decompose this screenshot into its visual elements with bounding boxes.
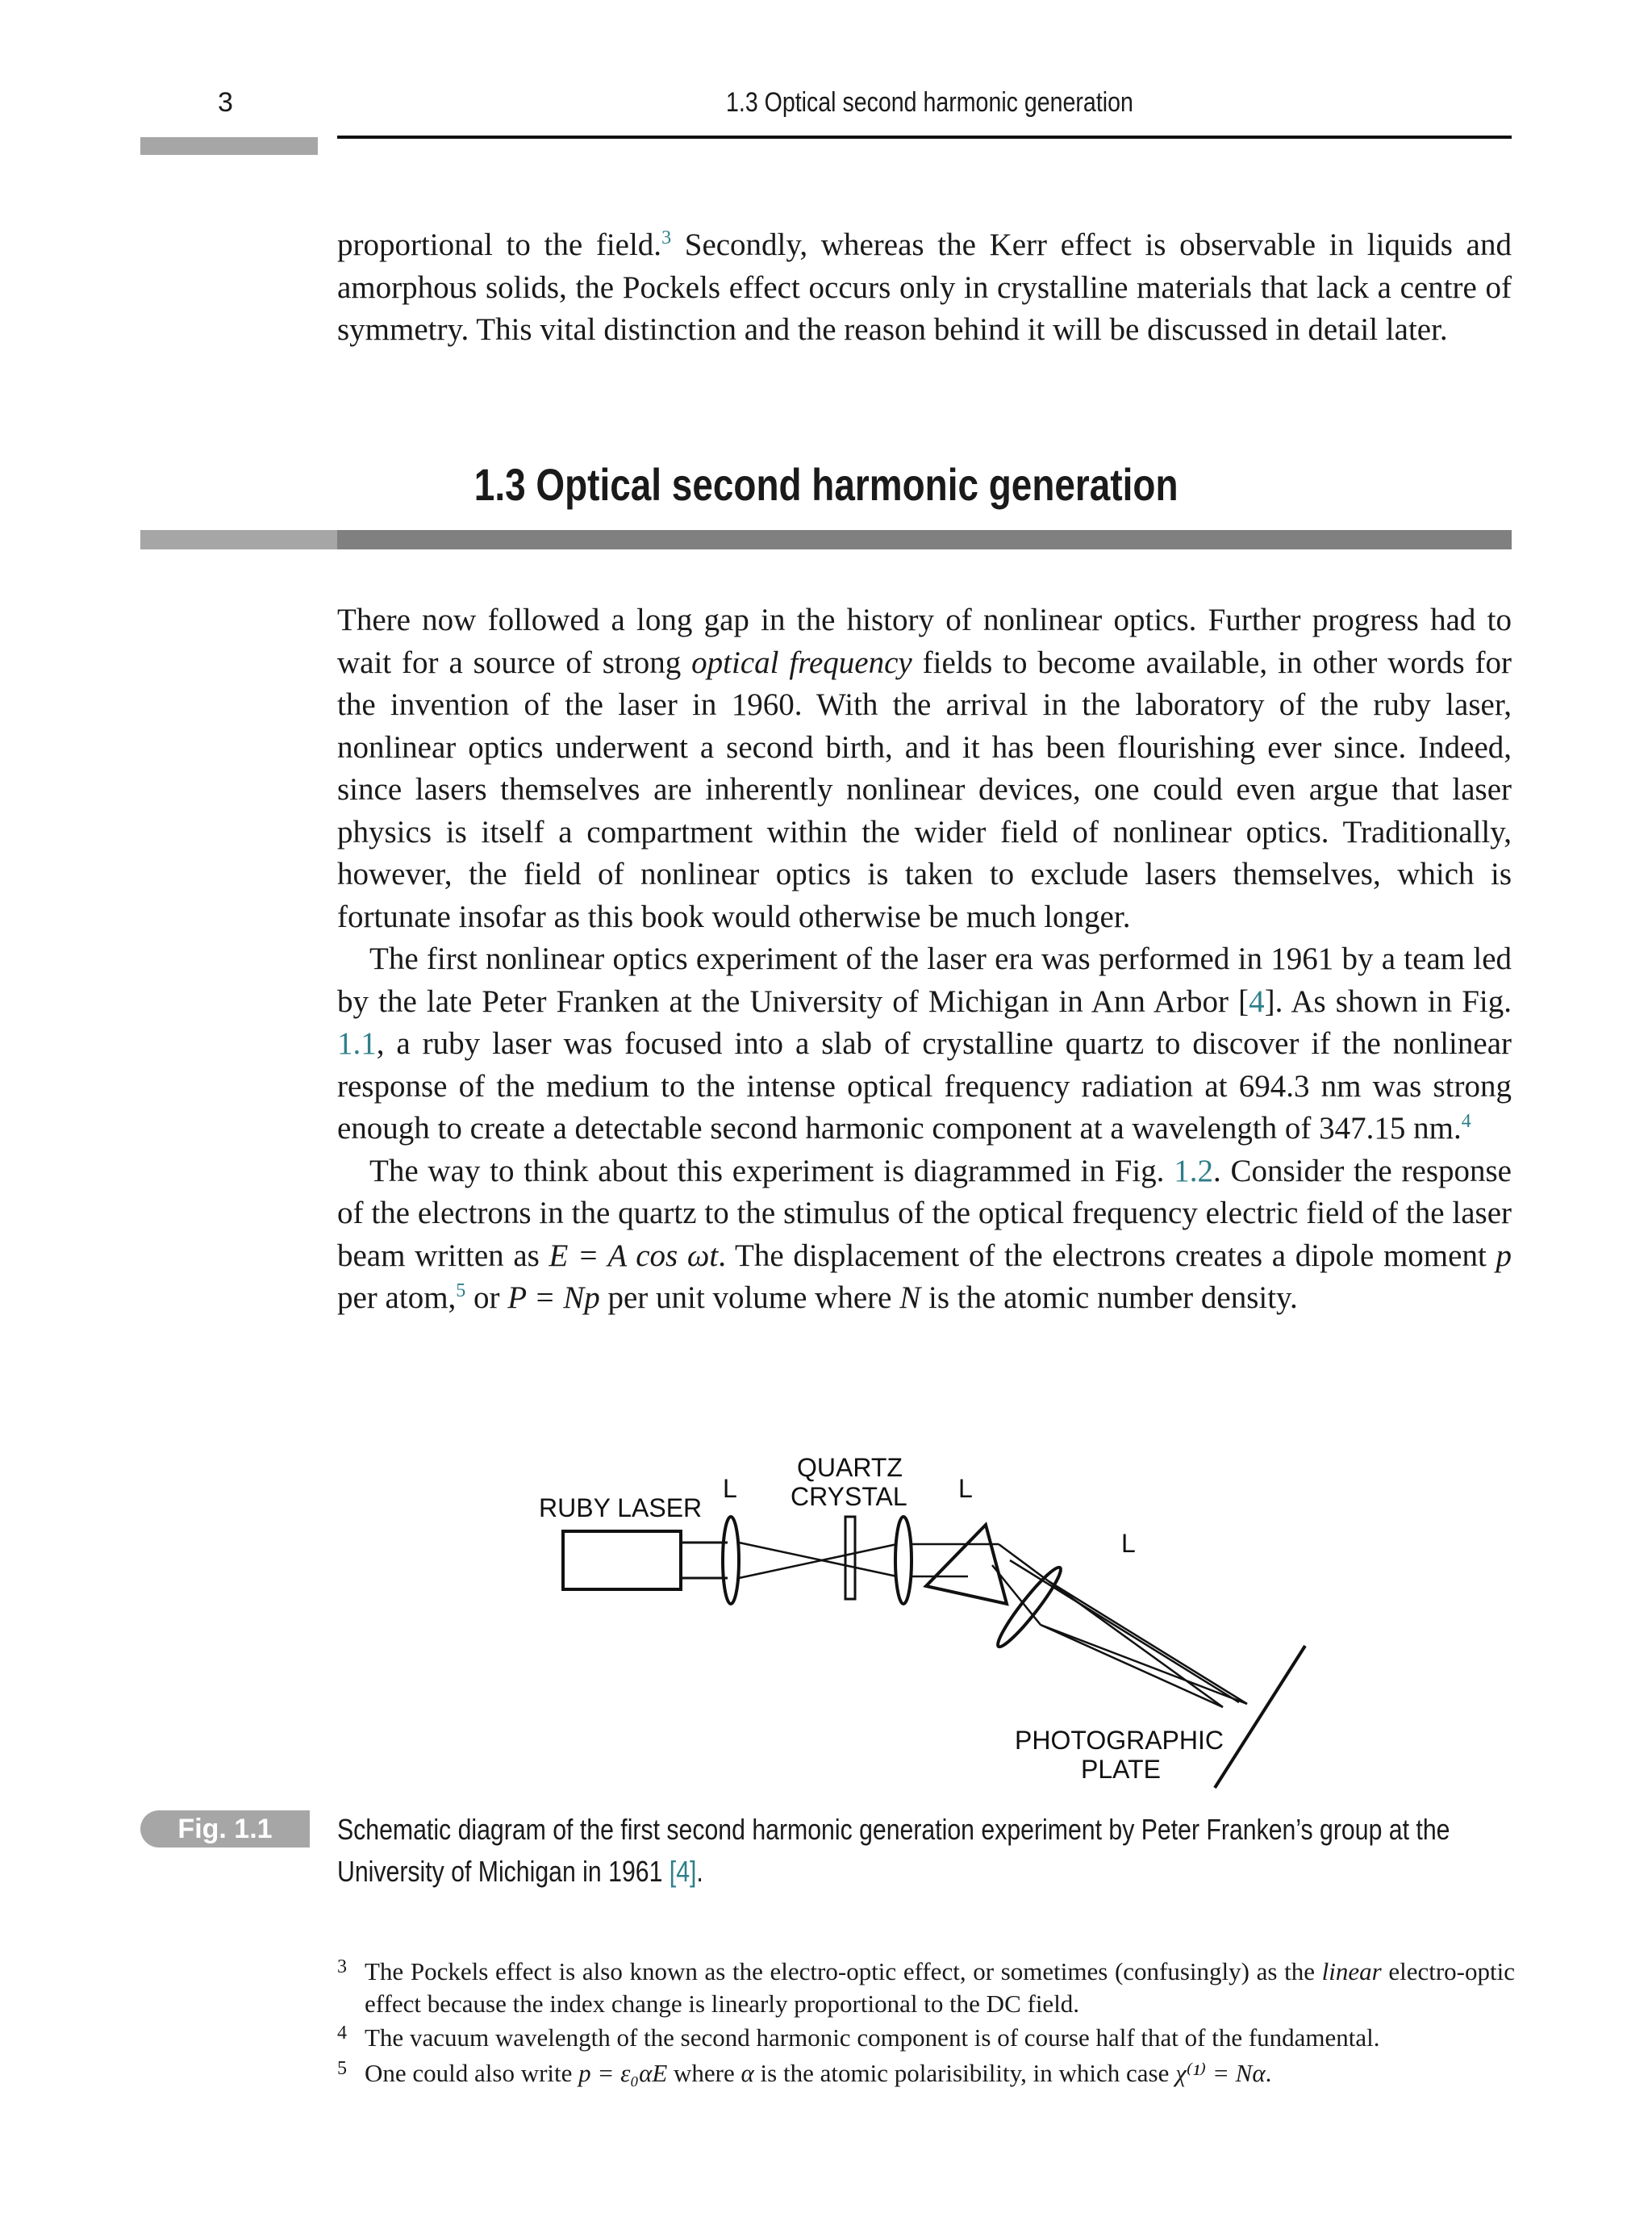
header-bar — [140, 137, 318, 155]
paragraph-2: The first nonlinear optics experiment of the laser era was performed in 1961 by a team led by the late Peter Franken at the University of Michigan in Ann Arbor [4]. As shown in Fig. 1.1, a ruby laser was focused into a slab of crystalline quartz to discover if the nonlinear response of the medium to the intense optical frequency radiation at 694.3 nm was strong enough to create a detectable second harmonic component at a wavelength of 347.15 nm.$^4$ — [337, 941, 1512, 1146]
footnote-5: 5 One could also write p = ε₀αE where α is the atomic polarisibility, in which case χ⁽¹⁾ = Nα. — [337, 2058, 1272, 2087]
citation-link-4[interactable]: [4] — [669, 1855, 697, 1888]
beam-line — [1041, 1625, 1223, 1707]
citation-link-4[interactable]: 4 — [1249, 983, 1265, 1019]
beam-line — [739, 1544, 897, 1578]
footnote-4: 4 The vacuum wavelength of the second harmonic component is of course half that of the fundamental. — [337, 2023, 1380, 2052]
beam-line — [1041, 1625, 1247, 1704]
quartz-crystal — [845, 1517, 855, 1599]
footnote-3: 3 The Pockels effect is also known as the electro-optic effect, or sometimes (confusingly) as the linear electro-optic effect because the index change is linearly proportional to the DC field. — [337, 1956, 1515, 2018]
figure-label: Fig. 1.1 — [140, 1810, 310, 1848]
equation-polarisation: P = Np — [507, 1280, 600, 1315]
section-title: 1.3 Optical second harmonic generation — [473, 459, 1179, 510]
intro-paragraph: proportional to the field.$^3$ Secondly, whereas the Kerr effect is observable in liquids and amorphous solids, the Pockels effect occurs only in crystalline materials that lack a centre of symmetry. This vital distinction and the reason behind it will be discussed in detail later. — [337, 228, 1512, 347]
beam-line — [999, 1544, 1049, 1581]
running-title: 1.3 Optical second harmonic generation — [726, 87, 1133, 118]
label-plate: PLATE — [1081, 1755, 1161, 1784]
section-bar-left — [140, 530, 337, 549]
footnote-ref-4[interactable]: 4 — [1461, 1111, 1471, 1132]
label-lens-1: L — [723, 1474, 737, 1503]
paragraph-3: The way to think about this experiment is diagrammed in Fig. 1.2. Consider the response of the electrons in the quartz to the stimulus of the optical frequency electric field of the laser beam written as E = A cos ωt. The displacement of the electrons creates a dipole moment p per atom,$^5$ or P = Np per unit volume where N is the atomic number density. — [337, 1153, 1512, 1315]
section-bar — [337, 530, 1512, 549]
figure-caption: Schematic diagram of the first second harmonic generation experiment by Peter Franken’s group at the University of Michigan in 1961 [4]. — [337, 1813, 1450, 1888]
label-photographic: PHOTOGRAPHIC — [1015, 1726, 1224, 1755]
figure-link-1-2[interactable]: 1.2 — [1174, 1153, 1213, 1188]
label-lens-2: L — [958, 1474, 973, 1503]
beam-line — [739, 1543, 897, 1576]
shg-experiment-diagram — [516, 1444, 1323, 1799]
label-ruby-laser: RUBY LASER — [539, 1493, 703, 1522]
beam-line — [1010, 1560, 1239, 1702]
equation-field: E = A cos ωt — [549, 1238, 719, 1273]
label-quartz: QUARTZ — [797, 1453, 903, 1482]
footnote-ref-3[interactable]: 3 — [661, 228, 672, 248]
header-rule — [337, 136, 1512, 139]
paragraph-1: There now followed a long gap in the history of nonlinear optics. Further progress had to wait for a source of strong optical frequency fields to become available, in other words for the invention of the laser in 1960. With the arrival in the laboratory of the ruby laser, nonlinear optics underwent a second birth, and it has been flourishing ever since. Indeed, since lasers themselves are inherently nonlinear devices, one could even argue that laser physics is itself a compartment within the wider field of nonlinear optics. Traditionally, however, the field of nonlinear optics is taken to exclude lasers themselves, which is fortunate insofar as this book would otherwise be much longer. — [337, 603, 1512, 934]
body-text — [337, 599, 1512, 1320]
label-crystal: CRYSTAL — [791, 1482, 907, 1511]
ruby-laser-box — [563, 1531, 681, 1589]
lens-3 — [992, 1563, 1066, 1651]
figure-link-1-1[interactable]: 1.1 — [337, 1026, 377, 1061]
page-number: 3 — [218, 87, 233, 118]
lens-2 — [895, 1517, 912, 1604]
footnote-ref-5[interactable]: 5 — [456, 1280, 466, 1301]
lens-1 — [723, 1517, 739, 1604]
photographic-plate — [1215, 1646, 1305, 1788]
prism — [926, 1525, 1007, 1604]
label-lens-3: L — [1121, 1529, 1136, 1558]
